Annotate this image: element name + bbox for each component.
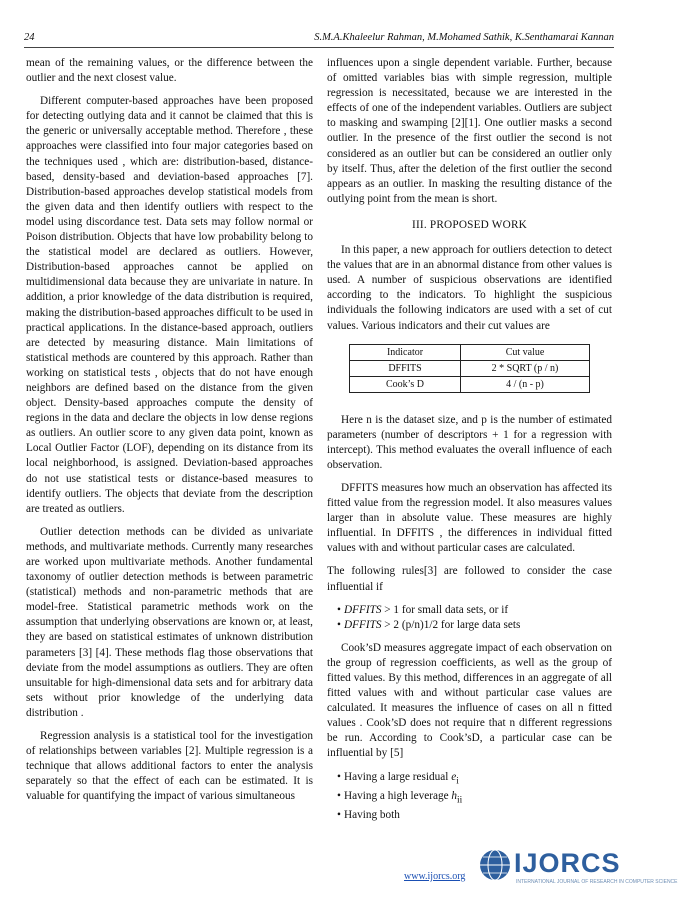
paragraph-approaches: Different computer-based approaches have been proposed for detecting outlying data and it cannot be claimed that this is the generic or universally acceptable method. Therefore , these approaches were classified into four major categories based on the techniques used , which are: distribution-based, distance-based, density-based and deviation-based approaches [7]. Distribution-based approaches develop statistical models from the given data and then identify outliers with respect to the model using discordance test. Data sets may follow normal or Poison distribution. Objects that have low probability belong to the statistical model are declared as outliers. However, Distribution-based approaches cannot be applied on multidimensional data because they are univariate in nature. In addition, a prior knowledge of the data distribution is required, making the distribution-based approaches difficult to be used in practical applications. In the distance-based approach, outliers are detected by measuring distance. Main limitations of statistical methods are countered by this approach. Rather than working on statistical tests , objects that do not have enough neighbors are defined based on the distance from the given object. Density-based approaches compute the density of regions in the data and declare the objects in low dense regions as outliers. An outlier score to any given data point, known as Local Outlier Factor (LOF), depending on its distance from its local neighborhood, is assigned. Deviation-based approaches do not use statistical tests or distance-based measures to identify outliers. The objects that deviate from the description are treated as outliers.	[26, 95, 313, 515]
symbol-h: h	[451, 789, 458, 802]
rule-text: > 2 (p/n)1/2 for large data sets	[381, 618, 521, 631]
right-column	[327, 56, 612, 831]
journal-logo	[478, 846, 678, 890]
conditions-list	[327, 770, 612, 824]
paragraph-proposed: In this paper, a new approach for outliers detection to detect the values that are in an abnormal distance from other values is used. A number of suspicious observations are identified according to the indicators. To highlight the suspicious individuals the following indicators are used with a set of cut values. Various indicators and their cut values are	[327, 244, 612, 332]
paragraph-cooksd: Cook’sD measures aggregate impact of each observation on the group of regression coefficients, as well as the group of fitted values. By this method, differences in an aggregate of all fitted values with and without particular case values are calculated. It measures the influence of cases on all n fitted values . Cook’sD does not require that n different regressions be run. According to Cook’sD, a particular case can be influential by [5]	[327, 641, 612, 760]
indicator-table	[349, 344, 590, 393]
table-header-cell: Indicator	[350, 344, 461, 360]
paragraph-regression: Regression analysis is a statistical tool for the investigation of relationships between variables [2]. Multiple regression is a technique that allows additional factors to enter the analysis separately so that the effect of each can be estimated. It is valuable for quantifying the impact of various simultaneous	[26, 730, 313, 803]
running-header	[24, 32, 614, 48]
paragraph-dffits: DFFITS measures how much an observation has affected its fitted value from the regression model. It also measures values larger than in absolute value. These measures are highly influential. In DFFITS , the differences in individual fitted values with and without particular cases are calculated.	[327, 481, 612, 555]
table-cell: Cook’s D	[350, 376, 461, 392]
subscript-i: i	[456, 775, 459, 786]
list-item: • Having both	[337, 809, 400, 822]
rule-term: DFFITS	[343, 618, 382, 631]
table-cell: DFFITS	[350, 360, 461, 376]
paragraph-masking: influences upon a single dependent variable. Further, because of omitted variables bias with simple regression, multiple regression is necessitated, because we are interested in the effects of one of the independent variables. Outliers are subject to masking and swamping [2][1]. One outlier masks a second outlier. In the presence of the first outlier the second is not considered as an outlier but can be considered an outlier only by itself. Thus, after the deletion of the first outlier the second appears as an outlier. In masking the resulting distance of the outlying point from the mean is short.	[327, 57, 612, 205]
rules-list	[327, 603, 612, 633]
section-heading: III. PROPOSED WORK	[412, 218, 527, 231]
condition-text: Having a high leverage	[343, 789, 452, 802]
table-row	[350, 376, 590, 392]
table-cell: 2 * SQRT (p / n)	[461, 360, 590, 376]
table-header-row	[350, 344, 590, 360]
page-number: 24	[24, 32, 35, 43]
subscript-ii: ii	[457, 795, 463, 806]
globe-icon	[478, 848, 512, 882]
table-header-cell: Cut value	[461, 344, 590, 360]
list-item: • DFFITS > 1 for small data sets, or if	[337, 603, 509, 616]
left-column	[26, 56, 313, 813]
list-item: • DFFITS > 2 (p/n)1/2 for large data sets	[337, 618, 521, 631]
rule-text: > 1 for small data sets, or if	[381, 603, 509, 616]
list-item: • Having a large residual $e_i$	[337, 770, 459, 786]
paragraph-methods: Outlier detection methods can be divided as univariate methods, and multivariate methods. Currently many researches are worked upon multivariate methods. Another fundamental taxonomy of outlier detection methods is between parametric (statistical) methods and non-parametric methods that are model-free. Statistical parametric methods work on the assumption that underlying observations are known or, at least, they are based on statistical estimates of unknown distribution parameters [3] [4]. These methods flag those observations that deviate from the model assumptions as outliers. They are often unsuitable for high-dimensional data sets and for arbitrary data sets without prior knowledge of the underlying data distribution .	[26, 525, 313, 719]
header-rule	[24, 47, 614, 48]
paragraph-dataset-size: Here n is the dataset size, and p is the number of estimated parameters (number of descriptors + 1 for a regression with intercept). This method evaluates the overall influence of each observation.	[327, 413, 612, 471]
rule-term: DFFITS	[343, 603, 382, 616]
table-row	[350, 360, 590, 376]
paragraph-rules: The following rules[3] are followed to consider the case influential if	[327, 565, 612, 593]
logo-tagline: INTERNATIONAL JOURNAL OF RESEARCH IN COMPUTER SCIENCE	[516, 879, 678, 885]
journal-url-link[interactable]: www.ijorcs.org	[404, 871, 466, 882]
condition-text: Having a large residual	[343, 770, 452, 783]
author-names: S.M.A.Khaleelur Rahman, M.Mohamed Sathik, K.Senthamarai Kannan	[314, 32, 614, 43]
list-item: • Having a high leverage $h_{ii}$	[337, 789, 463, 806]
paragraph-continued: mean of the remaining values, or the difference between the outlier and the next closest value.	[26, 57, 313, 85]
symbol-e: e	[451, 770, 457, 783]
table-cell: 4 / (n - p)	[461, 376, 590, 392]
logo-wordmark: IJORCS	[514, 848, 621, 878]
condition-text: Having both	[343, 809, 400, 822]
